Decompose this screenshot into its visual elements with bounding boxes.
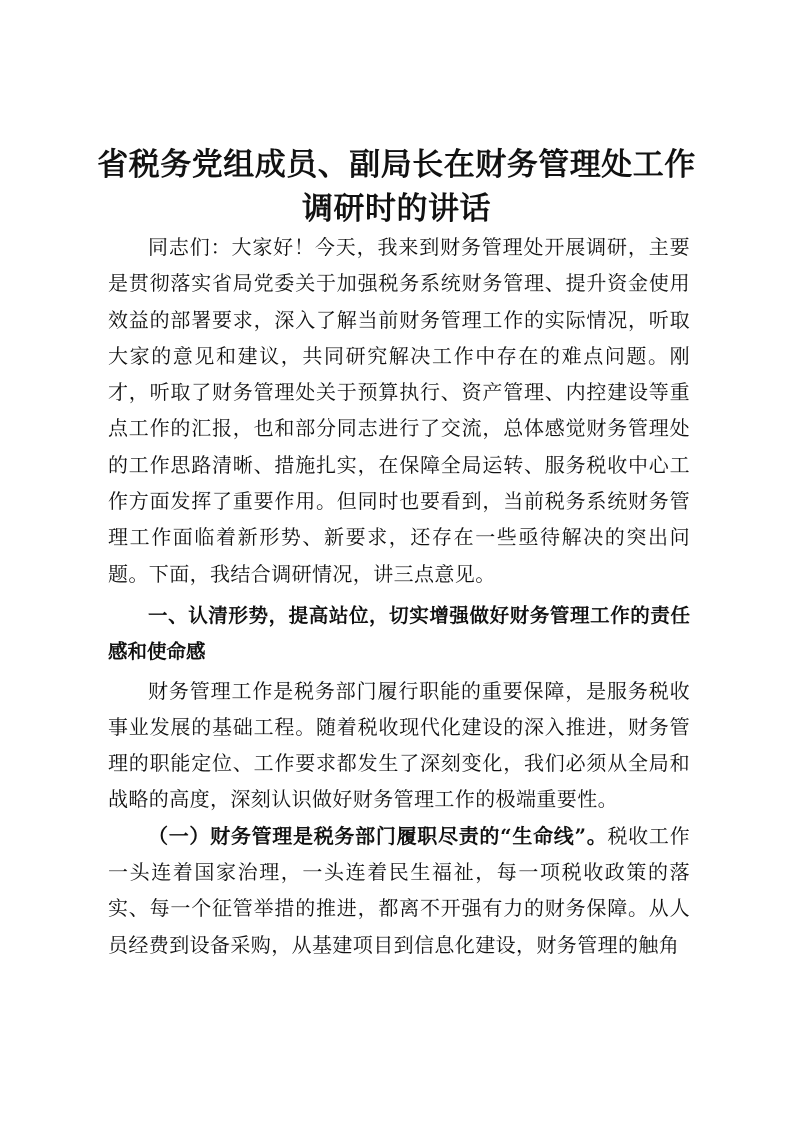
subsection-paragraph bbox=[108, 818, 690, 963]
document-title: 省税务党组成员、副局长在财务管理处工作调研时的讲话 bbox=[97, 147, 696, 227]
section-paragraph: 财务管理工作是税务部门履行职能的重要保障，是服务税收事业发展的基础工程。随着税收现代化建设的深入推进，财务管理的职能定位、工作要求都发生了深刻变化，我们必须从全局和战略的高度，深刻认识做好财务管理工作的极端重要性。 bbox=[108, 678, 690, 812]
subsection-text: 税收工作一头连着国家治理，一头连着民生福祉，每一项税收政策的落实、每一个征管举措的推进，都离不开强有力的财务保障。从人员经费到设备采购，从基建项目到信息化建设，财务管理的触角 bbox=[108, 823, 690, 957]
section-heading: 一、认清形势，提高站位，切实增强做好财务管理工作的责任感和使命感 bbox=[108, 603, 690, 664]
document-body bbox=[108, 229, 690, 963]
opening-paragraph: 同志们：大家好！今天，我来到财务管理处开展调研，主要是贯彻落实省局党委关于加强税务系统财务管理、提升资金使用效益的部署要求，深入了解当前财务管理工作的实际情况，听取大家的意见和建议，共同研究解决工作中存在的难点问题。刚才，听取了财务管理处关于预算执行、资产管理、内控建设等重点工作的汇报，也和部分同志进行了交流，总体感觉财务管理处的工作思路清晰、措施扎实，在保障全局运转、服务税收中心工作方面发挥了重要作用。但同时也要看到，当前税务系统财务管理工作面临着新形势、新要求，还存在一些亟待解决的突出问题。下面，我结合调研情况，讲三点意见。 bbox=[108, 235, 690, 586]
subsection-lead: （一）财务管理是税务部门履职尽责的“生命线”。 bbox=[148, 823, 608, 848]
